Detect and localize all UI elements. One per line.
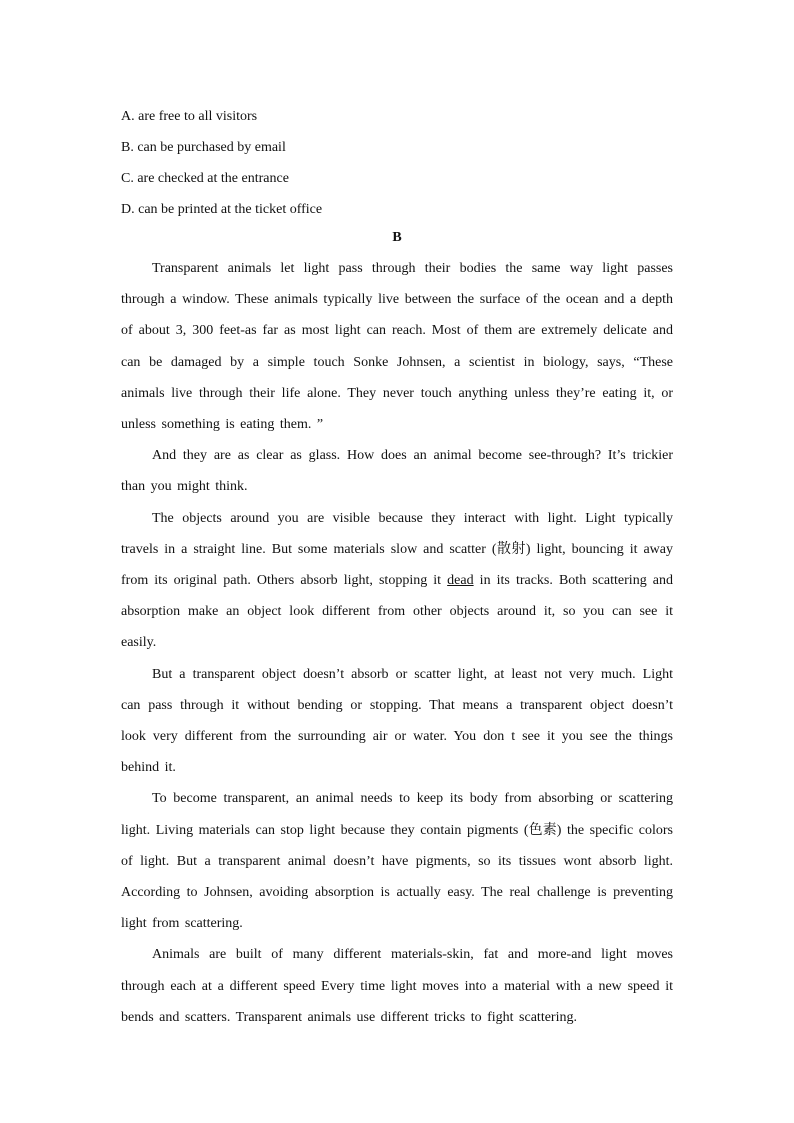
- option-b: [121, 132, 681, 163]
- paragraph-text: The objects around you are visible because they interact with light. Light typically travels in a straight line. But some materials slow and scatter (散射) light, bouncing it away from its original path. Others absorb light, stopping it: [121, 510, 673, 589]
- option-text: are checked at the entrance: [137, 171, 289, 186]
- option-text: can be printed at the ticket office: [138, 202, 323, 217]
- option-text: are free to all visitors: [138, 109, 258, 124]
- paragraph: Animals are built of many different materials-skin, fat and more-and light moves through each at a different speed Every time light moves into a material with a new speed it bends and scatters. Transparent animals use different tricks to fight scattering.: [121, 947, 673, 1025]
- answer-options: [121, 101, 681, 225]
- reading-passage: [121, 253, 673, 1033]
- paragraph-text: in its tracks. Both scattering and absorption make an object look different from other objects around it, so you can see it easily.: [121, 573, 673, 651]
- option-text: can be purchased by email: [137, 140, 286, 155]
- paragraph: And they are as clear as glass. How does an animal become see-through? It’s trickier than you might think.: [121, 448, 673, 495]
- option-letter: D.: [121, 202, 135, 217]
- option-a: [121, 101, 681, 132]
- underlined-word: dead: [447, 573, 474, 589]
- paragraph: [121, 503, 673, 659]
- section-title: B: [392, 230, 402, 245]
- option-letter: C.: [121, 171, 134, 186]
- paragraph: But a transparent object doesn’t absorb or scatter light, at least not very much. Light can pass through it without bending or stopping. That means a transparent object doesn’t look very different from the surrounding air or water. You don t see it you see the things behind it.: [121, 666, 673, 776]
- option-c: [121, 163, 681, 194]
- paragraph: Transparent animals let light pass through their bodies the same way light passes through a window. These animals typically live between the surface of the ocean and a depth of about 3, 300 feet-as far as most light can reach. Most of them are extremely delicate and can be damaged by a simple touch Sonke Johnsen, a scientist in biology, says, “These animals live through their life alone. They never touch anything unless they’re eating it, or unless something is eating them. ”: [121, 261, 673, 433]
- option-d: [121, 194, 681, 225]
- option-letter: A.: [121, 109, 135, 124]
- paragraph: To become transparent, an animal needs to keep its body from absorbing or scattering light. Living materials can stop light because they contain pigments (色素) the specific colors of light. But a transparent animal doesn’t have pigments, so its tissues wont absorb light. According to Johnsen, avoiding absorption is actually easy. The real challenge is preventing light from scattering.: [121, 791, 673, 932]
- option-letter: B.: [121, 140, 134, 155]
